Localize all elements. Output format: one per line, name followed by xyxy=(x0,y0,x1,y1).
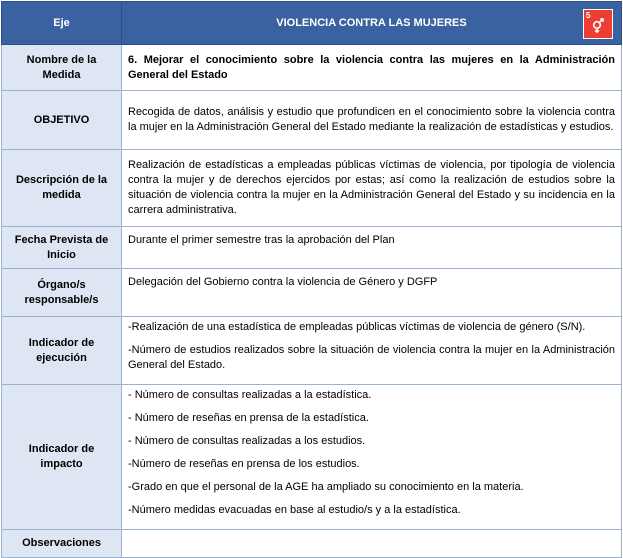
label-ejecucion: Indicador de ejecución xyxy=(2,317,122,385)
label-impacto: Indicador de impacto xyxy=(2,385,122,530)
measure-table xyxy=(1,1,622,558)
impacto-item: - Número de reseñas en prensa de la estadística. xyxy=(128,412,369,424)
value-objetivo: Recogida de datos, análisis y estudio que profundicen en el conocimiento sobre la violencia contra la mujer en la Administración General del Estado mediante la realización de estadísticas y estudios. xyxy=(122,91,622,150)
value-observaciones xyxy=(122,530,622,558)
impacto-item: -Grado en que el personal de la AGE ha ampliado su conocimiento en la materia. xyxy=(128,481,524,493)
impacto-item: -Número de reseñas en prensa de los estudios. xyxy=(128,458,360,470)
row-objetivo xyxy=(2,91,622,150)
label-objetivo: OBJETIVO xyxy=(2,91,122,150)
eje-header: Eje xyxy=(2,2,122,45)
label-observaciones: Observaciones xyxy=(2,530,122,558)
gender-equality-sdg-icon: 5 xyxy=(583,9,613,39)
title-header xyxy=(122,2,622,45)
row-impacto xyxy=(2,385,622,530)
value-fecha: Durante el primer semestre tras la aprobación del Plan xyxy=(122,227,622,269)
value-impacto xyxy=(122,385,622,530)
row-descripcion xyxy=(2,150,622,227)
impacto-item: - Número de consultas realizadas a los estudios. xyxy=(128,435,366,447)
header-row xyxy=(2,2,622,45)
gender-symbol-icon xyxy=(591,18,605,34)
value-ejecucion xyxy=(122,317,622,385)
row-ejecucion xyxy=(2,317,622,385)
row-nombre xyxy=(2,45,622,91)
row-fecha xyxy=(2,227,622,269)
value-descripcion: Realización de estadísticas a empleadas públicas víctimas de violencia, por tipología de violencia contra la mujer y de derechos ejercidos por estas; así como la realización de estudios sobre la situación de violencia contra la mujer en la Administración General del Estado y su incidencia en la carrera administrativa. xyxy=(122,150,622,227)
impacto-item: - Número de consultas realizadas a la estadística. xyxy=(128,389,372,401)
impacto-item: -Número medidas evacuadas en base al estudio/s y a la estadística. xyxy=(128,504,461,516)
ejecucion-item: -Realización de una estadística de empleadas públicas víctimas de violencia de género (S/N). xyxy=(128,321,586,333)
row-organo xyxy=(2,269,622,317)
value-nombre: 6. Mejorar el conocimiento sobre la violencia contra las mujeres en la Administración General del Estado xyxy=(122,45,622,91)
label-fecha: Fecha Prevista de Inicio xyxy=(2,227,122,269)
value-organo: Delegación del Gobierno contra la violencia de Género y DGFP xyxy=(122,269,622,317)
row-observaciones xyxy=(2,530,622,558)
label-organo: Órgano/s responsable/s xyxy=(2,269,122,317)
section-title: VIOLENCIA CONTRA LAS MUJERES xyxy=(276,17,467,29)
label-nombre: Nombre de la Medida xyxy=(2,45,122,91)
label-descripcion: Descripción de la medida xyxy=(2,150,122,227)
ejecucion-item: -Número de estudios realizados sobre la situación de violencia contra la mujer en la Administración General del Estado. xyxy=(128,344,615,371)
